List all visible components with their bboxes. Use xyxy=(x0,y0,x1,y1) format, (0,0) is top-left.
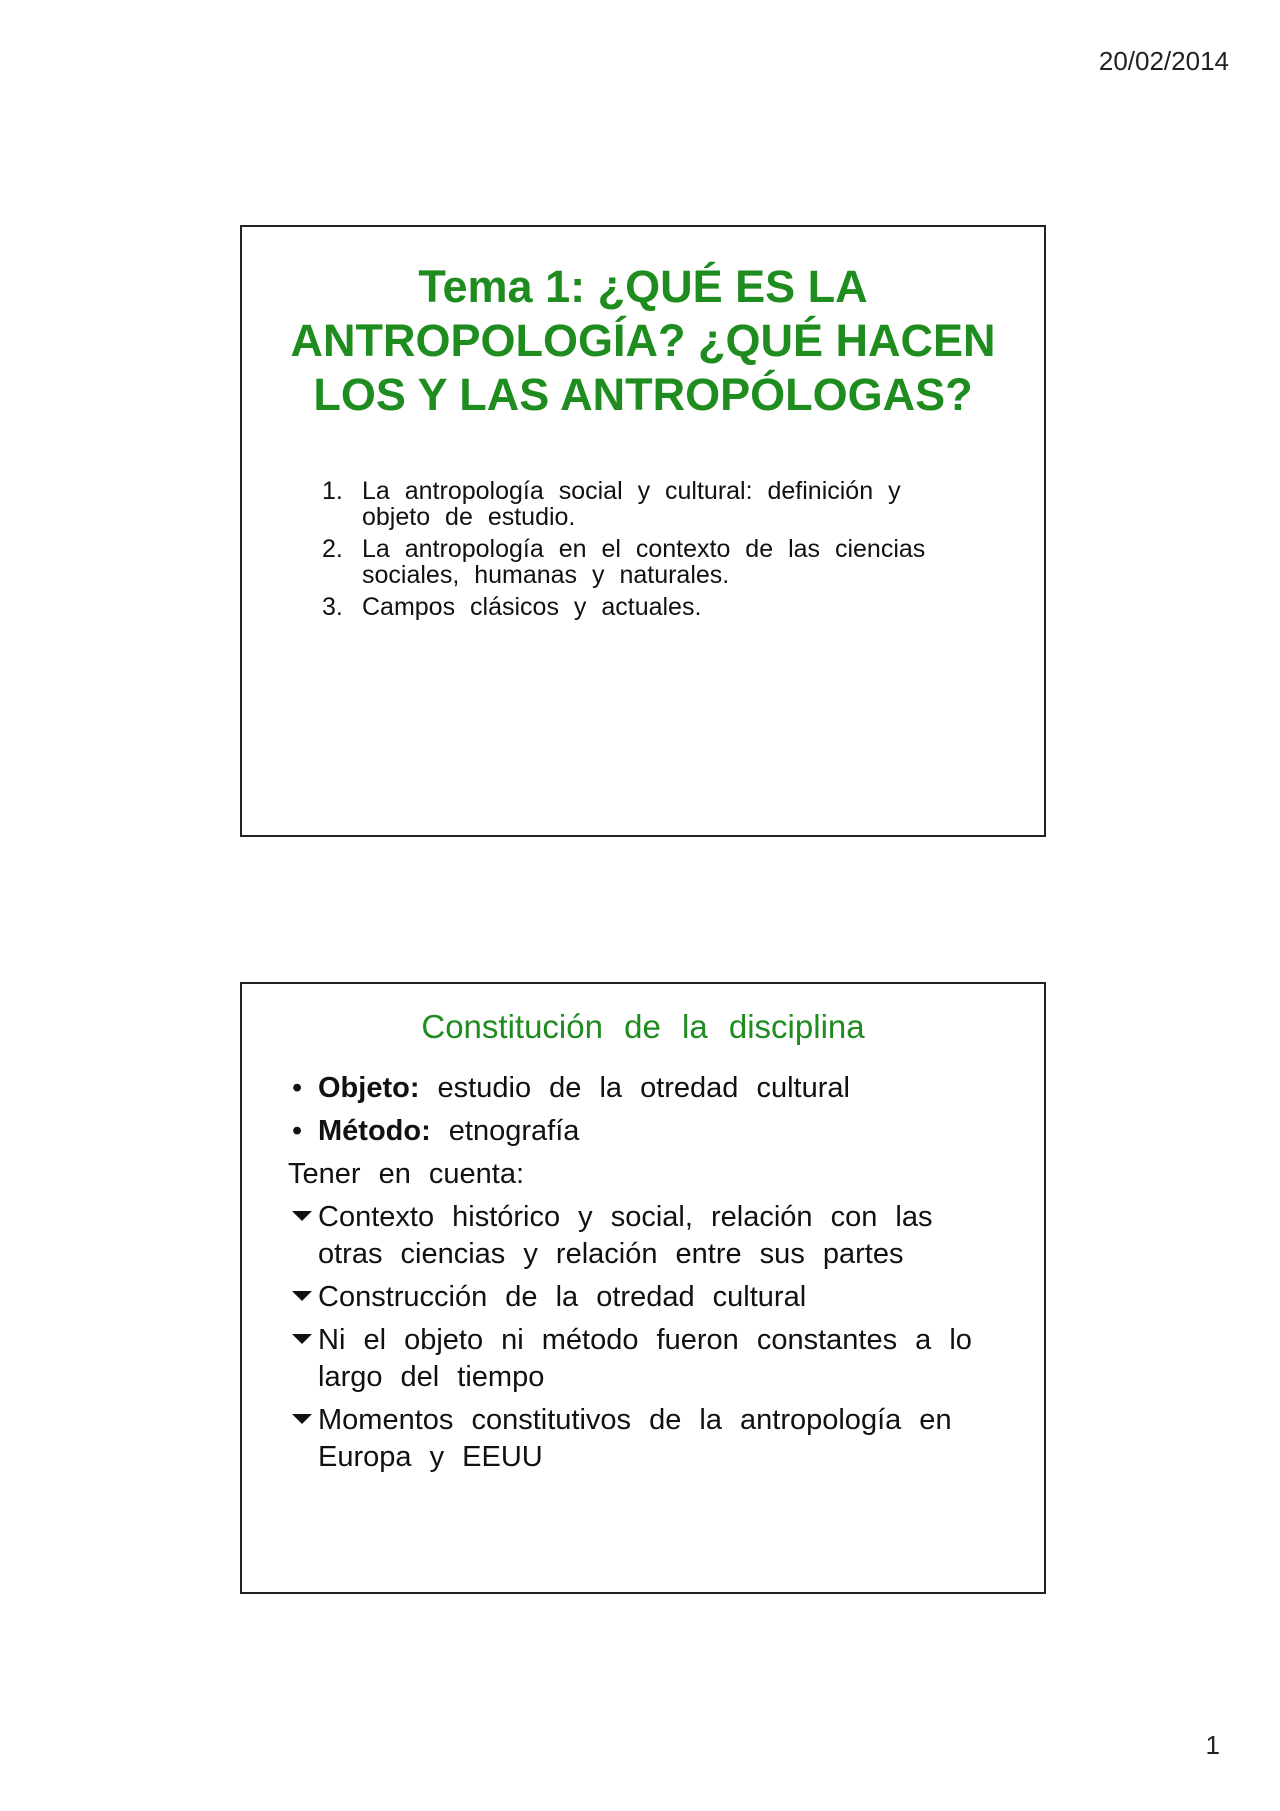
topic-number: 2. xyxy=(322,535,343,563)
bullet-text: etnografía xyxy=(430,1115,580,1147)
slide-2 xyxy=(240,982,1046,1594)
bullet-content xyxy=(318,1113,579,1150)
bullet-content xyxy=(318,1070,850,1107)
topic-text: La antropología social y cultural: definición y objeto de estudio. xyxy=(362,477,901,531)
slide-1-topic-list xyxy=(242,478,962,620)
topic-text: Campos clásicos y actuales. xyxy=(362,593,702,621)
slide-1 xyxy=(240,225,1046,837)
slide-1-title: Tema 1: ¿QUÉ ES LA ANTROPOLOGÍA? ¿QUÉ HACEN LOS Y LAS ANTROPÓLOGAS? xyxy=(290,261,996,420)
slide-2-body xyxy=(242,1070,1044,1476)
sub-item-text: Contexto histórico y social, relación con las otras ciencias y relación entre sus partes xyxy=(318,1201,933,1270)
page-date: 20/02/2014 xyxy=(1098,46,1229,76)
sub-item-text: Construcción de la otredad cultural xyxy=(318,1281,807,1313)
topic-text: La antropología en el contexto de las ciencias sociales, humanas y naturales. xyxy=(362,535,926,589)
topic-number: 3. xyxy=(322,593,343,621)
sub-item xyxy=(288,1322,1002,1396)
bullet-dot-icon: • xyxy=(292,1072,303,1104)
sub-item xyxy=(288,1199,1002,1273)
sub-item-text: Momentos constitutivos de la antropología en Europa y EEUU xyxy=(318,1404,952,1473)
topic-item-3 xyxy=(322,594,962,620)
bullet-dot-icon: • xyxy=(292,1115,303,1147)
sub-item xyxy=(288,1279,1002,1316)
triangle-down-icon xyxy=(288,1322,318,1396)
sub-item xyxy=(288,1402,1002,1476)
topic-item-1 xyxy=(322,478,962,530)
intro-text: Tener en cuenta: xyxy=(288,1158,525,1190)
bullet-label: Objeto: xyxy=(318,1072,420,1104)
bullet-objeto xyxy=(288,1070,1002,1107)
sub-item-text: Ni el objeto ni método fueron constantes a lo largo del tiempo xyxy=(318,1324,972,1393)
bullet-text: estudio de la otredad cultural xyxy=(419,1072,850,1104)
topic-number: 1. xyxy=(322,477,343,505)
page-number: 1 xyxy=(1205,1730,1220,1760)
triangle-down-icon xyxy=(288,1199,318,1273)
topic-item-2 xyxy=(322,536,962,588)
bullet-metodo xyxy=(288,1113,1002,1150)
triangle-down-icon xyxy=(288,1402,318,1476)
triangle-down-icon xyxy=(288,1279,318,1316)
slide-2-title: Constitución de la disciplina xyxy=(421,1008,865,1045)
bullet-label: Método: xyxy=(318,1115,431,1147)
